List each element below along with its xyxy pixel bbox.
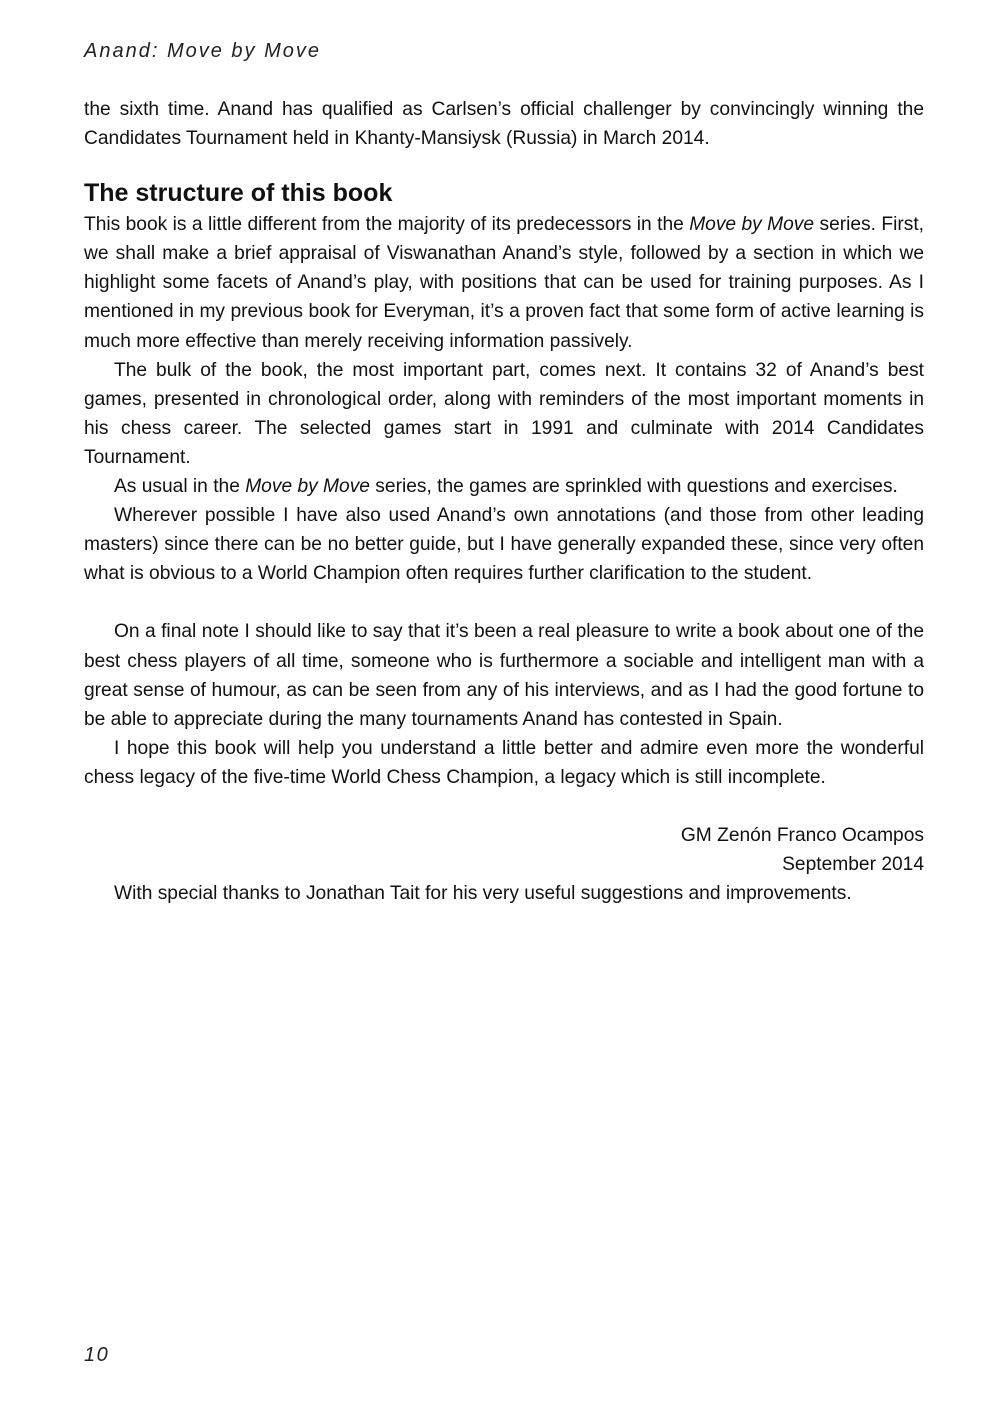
- acknowledgement: With special thanks to Jonathan Tait for his very useful suggestions and improvements.: [114, 883, 852, 905]
- structure-paragraph-1-end: series. First, we shall make a brief appraisal of Viswanathan Anand’s style, followed by a section in which we highlight some facets of Anand’s play, with positions that can be used for training purposes. As I mentioned in my previous book for Everyman, it’s a proven fact that some form of active learning is much more effective than merely receiving information passively.: [84, 214, 925, 352]
- closing-paragraph-2: I hope this book will help you understand a little better and admire even more the wonderful chess legacy of the five-time World Chess Champion, a legacy which is still incomplete.: [84, 737, 924, 788]
- paragraph-gap: [84, 588, 924, 617]
- body-text: [84, 95, 924, 908]
- section-heading: The structure of this book: [84, 179, 393, 208]
- structure-paragraph-4: Wherever possible I have also used Anand’s own annotations (and those from other leading masters) since there can be no better guide, but I have generally expanded these, since very often what is obvious to a World Champion often requires further clarification to the student.: [84, 505, 924, 585]
- page-number: 10: [84, 1344, 110, 1366]
- structure-paragraph-1: [84, 210, 924, 355]
- structure-paragraph-3-start: As usual in the: [114, 476, 246, 498]
- signature-block: [84, 821, 924, 879]
- structure-paragraph-1-start: This book is a little different from the majority of its predecessors in the: [84, 214, 690, 236]
- signature-date: September 2014: [782, 854, 924, 876]
- structure-paragraph-3: [84, 472, 924, 501]
- book-page: [84, 0, 924, 1413]
- structure-paragraph-3-end: series, the games are sprinkled with questions and exercises.: [369, 476, 898, 498]
- structure-paragraph-2: The bulk of the book, the most important part, comes next. It contains 32 of Anand’s best games, presented in chronological order, along with reminders of the most important moments in his chess career. The selected games start in 1991 and culminate with 2014 Candidates Tournament.: [84, 359, 924, 468]
- running-header: Anand: Move by Move: [84, 40, 321, 62]
- series-title-italic: Move by Move: [245, 476, 370, 498]
- author-name: GM Zenón Franco Ocampos: [680, 824, 924, 846]
- series-title-italic: Move by Move: [689, 214, 815, 236]
- intro-paragraph: the sixth time. Anand has qualified as Carlsen’s official challenger by convincingly winning the Candidates Tournament held in Khanty-Mansiysk (Russia) in March 2014.: [84, 99, 924, 150]
- closing-paragraph-1: On a final note I should like to say that it’s been a real pleasure to write a book about one of the best chess players of all time, someone who is furthermore a sociable and intelligent man with a great sense of humour, as can be seen from any of his interviews, and as I had the good fortune to be able to appreciate during the many tournaments Anand has contested in Spain.: [84, 621, 924, 730]
